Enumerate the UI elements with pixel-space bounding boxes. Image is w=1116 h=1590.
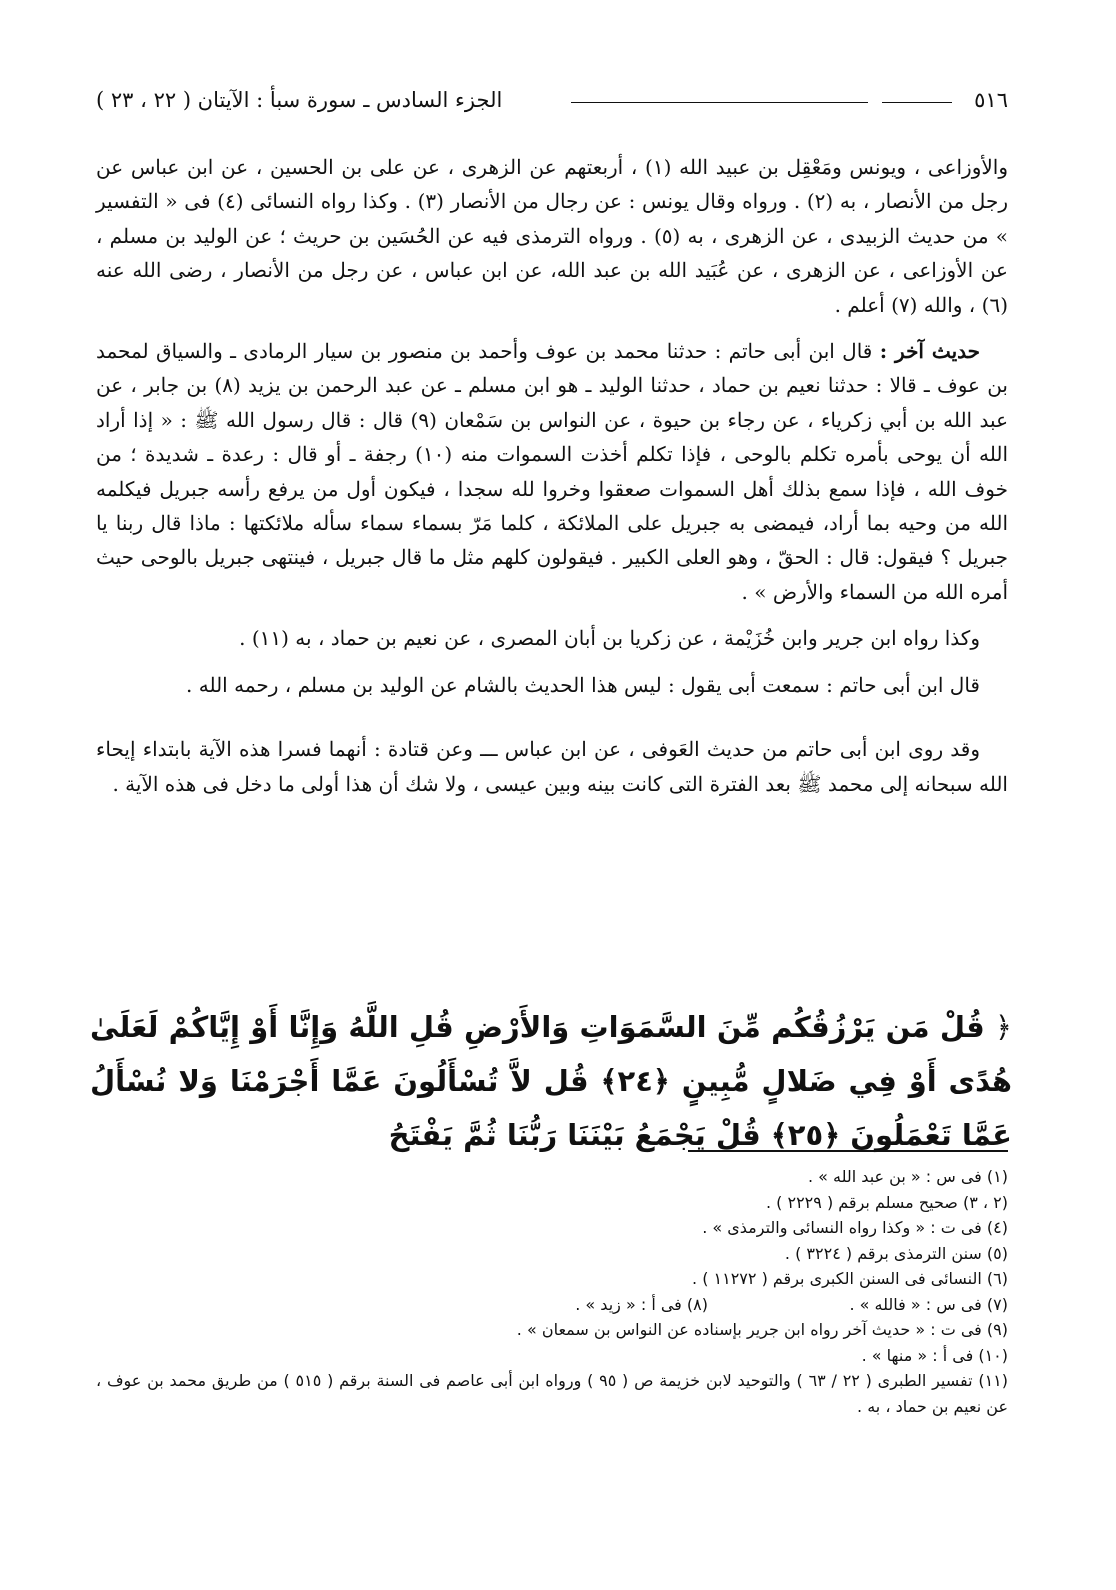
paragraph-4: قال ابن أبى حاتم : سمعت أبى يقول : ليس هذا الحديث بالشام عن الوليد بن مسلم ، رحمه الله . xyxy=(186,672,980,697)
footnote-6: (٦) النسائى فى السنن الكبرى برقم ( ١١٢٧٢ ) . xyxy=(692,1269,1008,1288)
quran-verse xyxy=(90,1000,1012,1162)
header-rule-right xyxy=(882,102,952,103)
footnote-11: (١١) تفسير الطبرى ( ٢٢ / ٦٣ ) والتوحيد لابن خزيمة ص ( ٩٥ ) ورواه ابن أبى عاصم فى السنة برقم ( ٥١٥ ) من طريق محمد بن عوف ، عن نعيم بن حماد ، به . xyxy=(96,1371,1009,1416)
paragraph-2 xyxy=(96,334,1008,609)
footnote-7: (٧) فى س : « فالله » . xyxy=(849,1294,1008,1314)
footnotes xyxy=(96,1164,1008,1419)
paragraph-2-text: قال ابن أبى حاتم : حدثنا محمد بن عوف وأحمد بن منصور بن سيار الرمادى ـ والسياق لمحمد بن عوف ـ قالا : حدثنا نعيم بن حماد ، حدثنا الوليد ـ هو ابن مسلم ـ عن عبد الرحمن بن يزيد (٨) بن جابر ، عن عبد الله بن أبي زكرياء ، عن رجاء بن حيوة ، عن النواس بن سَمْعان (٩) قال : قال رسول الله ﷺ : « إذا أراد الله أن يوحى بأمره تكلم بالوحى ، فإذا تكلم أخذت السموات منه (١٠) رجفة ـ أو قال : رعدة ـ شديدة ؛ من خوف الله ، فإذا سمع بذلك أهل السموات صعقوا وخروا لله سجدا ، فيكون أول من يرفع رأسه جبريل فيكلمه الله من وحيه بما أراد، فيمضى به جبريل على الملائكة ، كلما مَرّ بسماء سماء سأله ملائكتها : ماذا قال ربنا يا جبريل ؟ فيقول: قال : الحقّ ، وهو العلى الكبير . فيقولون كلهم مثل ما قال جبريل ، فينتهى جبريل بالوحى حيث أمره الله من السماء والأرض » . xyxy=(96,339,1009,604)
paragraph-5: وقد روى ابن أبى حاتم من حديث العَوفى ، عن ابن عباس ـــ وعن قتادة : أنهما فسرا هذه الآية بابتداء إيحاء الله سبحانه إلى محمد ﷺ بعد الفترة التى كانت بينه وبين عيسى ، ولا شك أن هذا أولى ما دخل فى هذه الآية . xyxy=(96,737,1008,796)
page-number: ٥١٦ xyxy=(974,88,1008,112)
footnote-2-3: (٢ ، ٣) صحيح مسلم برقم ( ٢٢٢٩ ) . xyxy=(765,1192,1008,1212)
verse-text: قُلْ مَن يَرْزُقُكُم مِّنَ السَّمَوَاتِ وَالأَرْضِ قُلِ اللَّهُ وَإِنَّا أَوْ إِيَّاكُمْ لَعَلَىٰ هُدًى أَوْ فِي ضَلالٍ مُّبِينٍ ﴿٢٤﴾ قُل لاَّ تُسْأَلُونَ عَمَّا أَجْرَمْنَا وَلا نُسْأَلُ عَمَّا تَعْمَلُونَ ﴿٢٥﴾ قُلْ يَجْمَعُ بَيْنَنَا رَبُّنَا ثُمَّ يَفْتَحُ xyxy=(90,1010,1012,1152)
footnote-8: (٨) فى أ : « زيد » . xyxy=(575,1294,708,1314)
footnote-row-7-8 xyxy=(96,1292,1008,1318)
paragraph-lead: حديث آخر : xyxy=(879,339,980,364)
main-text xyxy=(96,150,1008,801)
footnote-10: (١٠) فى أ : « منها » . xyxy=(861,1345,1008,1365)
running-title: الجزء السادس ـ سورة سبأ : الآيتان ( ٢٢ ، ٢٣ ) xyxy=(96,88,503,112)
page-header xyxy=(96,84,1008,124)
verse-ornament: ﴿ xyxy=(995,1010,1012,1044)
footnote-4: (٤) فى ت : « وكذا رواه النسائى والترمذى » . xyxy=(702,1218,1008,1237)
footnote-5: (٥) سنن الترمذى برقم ( ٣٢٢٤ ) . xyxy=(784,1243,1008,1263)
footnote-rule xyxy=(688,1150,1008,1152)
paragraph-1: والأوزاعى ، ويونس ومَعْقِل بن عبيد الله (١) ، أربعتهم عن الزهرى ، عن على بن الحسين ، عن ابن عباس عن رجل من الأنصار ، به (٢) . ورواه وقال يونس : عن رجال من الأنصار (٣) . وكذا رواه النسائى (٤) فى « التفسير » من حديث الزبيدى ، عن الزهرى ، به (٥) . ورواه الترمذى فيه عن الحُسَين بن حريث ؛ عن الوليد بن مسلم ، عن الأوزاعى ، عن الزهرى ، عن عُبَيد الله بن عبد الله، عن ابن عباس ، عن رجل من الأنصار ، رضى الله عنه (٦) ، والله (٧) أعلم . xyxy=(96,155,1009,317)
footnote-9: (٩) فى ت : « حديث آخر رواه ابن جرير بإسناده عن النواس بن سمعان » . xyxy=(516,1320,1008,1339)
header-rule-left xyxy=(571,102,868,103)
footnote-1: (١) فى س : « بن عبد الله » . xyxy=(807,1167,1008,1186)
paragraph-3: وكذا رواه ابن جرير وابن خُزَيْمة ، عن زكريا بن أبان المصرى ، عن نعيم بن حماد ، به (١١) . xyxy=(239,626,980,651)
